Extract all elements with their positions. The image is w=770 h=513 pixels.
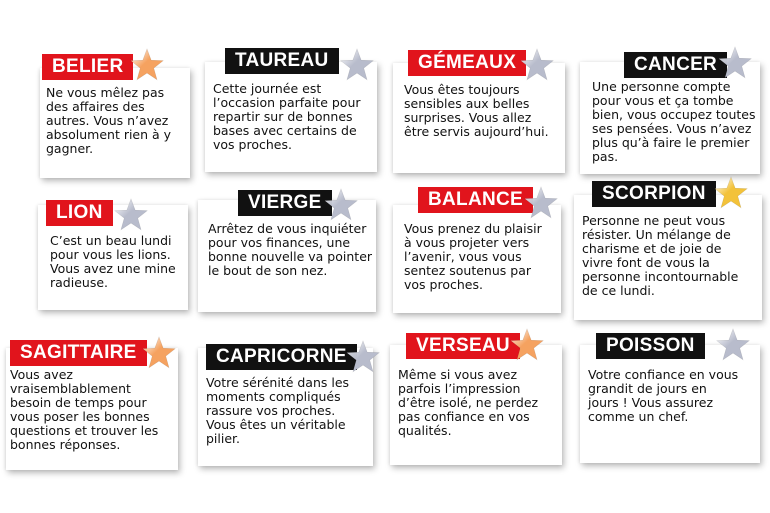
- sign-label-belier: BELIER: [42, 54, 133, 80]
- horoscope-text-lion: C’est un beau lundi pour vous les lions. Vous avez une mine radieuse.: [50, 233, 176, 290]
- sign-label-lion: LION: [46, 200, 113, 226]
- horoscope-text-poisson: Votre confiance en vous grandit de jours en jours ! Vous assurez comme un chef.: [588, 367, 739, 424]
- star-icon: [716, 44, 754, 82]
- star-icon: [712, 174, 750, 212]
- star-icon: [112, 196, 150, 234]
- horoscope-text-vierge: Arrêtez de vous inquiéter pour vos finances, une bonne nouvelle va pointer le bout de son nez.: [208, 221, 373, 278]
- horoscope-text-sagittaire: Vous avez vraisemblablement besoin de temps pour vous poser les bonnes questions et trouver les bonnes réponses.: [10, 367, 159, 452]
- star-icon: [522, 184, 560, 222]
- horoscope-text-capricorne: Votre sérénité dans les moments compliqués rassure vos proches. Vous êtes un véritable pilier.: [206, 375, 350, 446]
- sign-label-taureau: TAUREAU: [225, 48, 339, 74]
- sign-label-cancer: CANCER: [624, 52, 727, 78]
- horoscope-text-gemeaux: Vous êtes toujours sensibles aux belles surprises. Vous allez être servis aujourd’hui.: [404, 82, 549, 139]
- star-icon: [508, 326, 546, 364]
- horoscope-text-taureau: Cette journée est l’occasion parfaite pour repartir sur de bonnes bases avec certains de vos proches.: [213, 81, 361, 152]
- star-icon: [714, 326, 752, 364]
- star-icon: [128, 46, 166, 84]
- star-icon: [338, 46, 376, 84]
- star-icon: [518, 46, 556, 84]
- star-icon: [344, 338, 382, 376]
- sign-label-capricorne: CAPRICORNE: [206, 344, 357, 370]
- sign-label-verseau: VERSEAU: [406, 333, 520, 359]
- horoscope-text-balance: Vous prenez du plaisir à vous projeter vers l’avenir, vous vous sentez soutenus par vos proches.: [404, 221, 542, 292]
- sign-label-gemeaux: GÉMEAUX: [408, 50, 526, 76]
- sign-label-balance: BALANCE: [418, 187, 533, 213]
- star-icon: [322, 186, 360, 224]
- sign-label-scorpion: SCORPION: [592, 181, 716, 207]
- star-icon: [140, 334, 178, 372]
- sign-label-sagittaire: SAGITTAIRE: [10, 340, 147, 366]
- horoscope-text-belier: Ne vous mêlez pas des affaires des autres. Vous n’avez absolument rien à y gagner.: [46, 85, 172, 156]
- horoscope-text-cancer: Une personne compte pour vous et ça tombe bien, vous occupez toutes ses pensées. Vous n’avez plus qu’à faire le premier pas.: [592, 79, 756, 164]
- horoscope-text-scorpion: Personne ne peut vous résister. Un mélange de charisme et de joie de vivre font de vous la personne incontournable de ce lundi.: [582, 213, 739, 298]
- sign-label-vierge: VIERGE: [238, 190, 332, 216]
- sign-label-poisson: POISSON: [596, 333, 705, 359]
- horoscope-text-verseau: Même si vous avez parfois l’impression d’être isolé, ne perdez pas confiance en vos qualités.: [398, 367, 539, 438]
